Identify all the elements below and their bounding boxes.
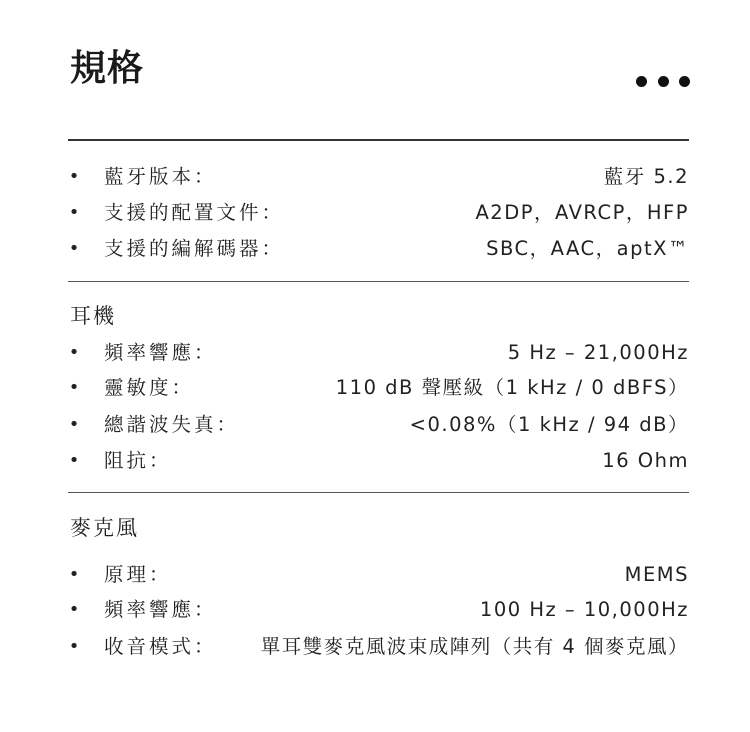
divider [68,139,689,141]
ellipsis-icon [636,76,647,87]
spec-row-principle [68,561,689,589]
spec-row-sensitivity [68,374,689,402]
spec-label: 頻率響應： [104,598,217,621]
spec-value: 5 Hz – 21,000Hz [507,341,689,364]
spec-value: 100 Hz – 10,000Hz [479,598,689,621]
spec-value: 單耳雙麥克風波束成陣列（共有 4 個麥克風） [260,635,689,658]
ellipsis-icon [679,76,690,87]
spec-label: 原理： [104,563,172,586]
spec-row-codecs [68,235,689,263]
spec-label: 總諧波失真： [104,413,240,436]
spec-row-profiles [68,199,689,227]
bullet: • [68,377,80,398]
bullet: • [68,238,80,259]
spec-value: SBC，AAC，aptX™ [486,237,689,260]
divider [68,281,689,282]
more-options-button[interactable] [636,74,690,88]
bullet: • [68,202,80,223]
spec-value: A2DP，AVRCP，HFP [475,201,689,224]
ellipsis-icon [658,76,669,87]
section-title-earphones: 耳機 [70,304,116,328]
spec-row-bluetooth-version [68,163,689,191]
spec-label: 阻抗： [104,449,172,472]
spec-value: <0.08%（1 kHz / 94 dB） [409,413,689,436]
section-title-microphone: 麥克風 [70,516,139,540]
page-title: 規格 [70,48,145,89]
divider [68,492,689,493]
spec-label: 收音模式： [104,635,217,658]
spec-row-thd [68,411,689,439]
spec-row-pickup-pattern [68,633,689,661]
spec-label: 頻率響應： [104,341,217,364]
spec-label: 支援的配置文件： [104,201,285,224]
spec-label: 支援的編解碼器： [104,237,285,260]
bullet: • [68,450,80,471]
spec-row-impedance [68,447,689,475]
bullet: • [68,564,80,585]
spec-value: 藍牙 5.2 [603,165,689,188]
bullet: • [68,636,80,657]
spec-label: 靈敏度： [104,376,195,399]
bullet: • [68,342,80,363]
bullet: • [68,166,80,187]
bullet: • [68,599,80,620]
spec-value: 16 Ohm [602,449,689,472]
spec-row-mic-frequency-response [68,596,689,624]
spec-value: MEMS [624,563,689,586]
spec-label: 藍牙版本： [104,165,217,188]
bullet: • [68,414,80,435]
spec-value: 110 dB 聲壓級（1 kHz / 0 dBFS） [335,376,689,399]
spec-row-frequency-response [68,339,689,367]
